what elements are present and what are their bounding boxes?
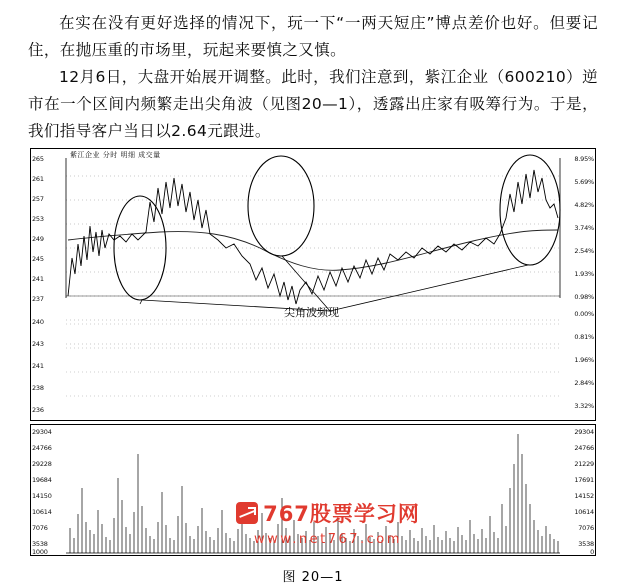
vol-axis-right-6: 7076 [578, 524, 594, 532]
watermark-brand: 767股票学习网 [263, 502, 420, 526]
vol-axis-right-5: 10614 [574, 508, 594, 516]
vol-axis-right-1: 24766 [574, 444, 594, 452]
chart-canvas [30, 148, 596, 558]
vol-axis-right-0: 29304 [574, 428, 594, 436]
ellipse-marker-2 [248, 156, 314, 256]
figure-caption: 图 20—1 [282, 570, 344, 585]
ellipse-marker-3 [500, 155, 560, 265]
chart-annotation: 尖角波频现 [284, 306, 339, 319]
watermark-url: www.net767.com [254, 532, 402, 547]
vol-axis-right-8: 0 [590, 548, 594, 556]
price-axis-left-5: 245 [32, 255, 44, 263]
price-axis-left-1: 261 [32, 175, 44, 183]
price-axis-right-5: 1.93% [574, 270, 594, 278]
price-line [68, 170, 558, 304]
lower-axis-left-1: 243 [32, 340, 44, 348]
vol-axis-left-5: 10614 [32, 508, 52, 516]
price-axis-right-3: 3.74% [574, 224, 594, 232]
price-axis-right-11: 3.32% [574, 402, 594, 410]
chart-svg [30, 148, 596, 558]
vol-axis-left-8: 1000 [32, 548, 48, 556]
vol-axis-left-1: 24766 [32, 444, 52, 452]
vol-axis-right-3: 17691 [574, 476, 594, 484]
price-axis-left-4: 249 [32, 235, 44, 243]
paragraph-1: 在实在没有更好选择的情况下，玩一下“一两天短庄”博点差价也好。但要记住，在抛压重的市场里，玩起来要慎之又慎。 [28, 14, 598, 59]
vol-axis-right-7: 3538 [578, 540, 594, 548]
vol-axis-left-2: 29228 [32, 460, 52, 468]
price-axis-right-9: 1.96% [574, 356, 594, 364]
vol-axis-right-4: 14152 [574, 492, 594, 500]
price-axis-right-6: 0.98% [574, 293, 594, 301]
vol-axis-left-0: 29304 [32, 428, 52, 436]
chart-arrow-icon [236, 502, 258, 524]
vol-axis-left-4: 14150 [32, 492, 52, 500]
price-axis-right-10: 2.84% [574, 379, 594, 387]
lower-axis-left-2: 241 [32, 362, 44, 370]
lower-axis-left-0: 240 [32, 318, 44, 326]
price-axis-right-1: 5.69% [574, 178, 594, 186]
price-axis-right-2: 4.82% [574, 201, 594, 209]
price-axis-right-0: 8.95% [574, 155, 594, 163]
paragraph-2: 12月6日，大盘开始展开调整。此时，我们注意到，紫江企业（600210）逆市在一个区间内频繁走出尖角波（见图20—1），透露出庄家有吸筹行为。于是，我们指导客户当日以2.64元跟进。 [28, 68, 598, 140]
vol-axis-left-6: 7076 [32, 524, 48, 532]
figure-chart [30, 148, 596, 558]
watermark [198, 498, 458, 547]
price-axis-left-3: 253 [32, 215, 44, 223]
body-text [28, 10, 598, 145]
price-axis-left-0: 265 [32, 155, 44, 163]
price-axis-right-8: 0.81% [574, 333, 594, 341]
price-axis-left-7: 237 [32, 295, 44, 303]
vol-axis-right-2: 21229 [574, 460, 594, 468]
chart-title: 紫江企业 分时 明细 成交量 [70, 151, 161, 159]
price-axis-left-2: 257 [32, 195, 44, 203]
annotation-leaders [140, 256, 528, 311]
lower-axis-left-4: 236 [32, 406, 44, 414]
price-axis-right-4: 2.54% [574, 247, 594, 255]
vol-axis-left-7: 3538 [32, 540, 48, 548]
price-axis-right-7: 0.00% [574, 310, 594, 318]
vol-axis-left-3: 19684 [32, 476, 52, 484]
price-axis-left-6: 241 [32, 275, 44, 283]
lower-axis-left-3: 238 [32, 384, 44, 392]
